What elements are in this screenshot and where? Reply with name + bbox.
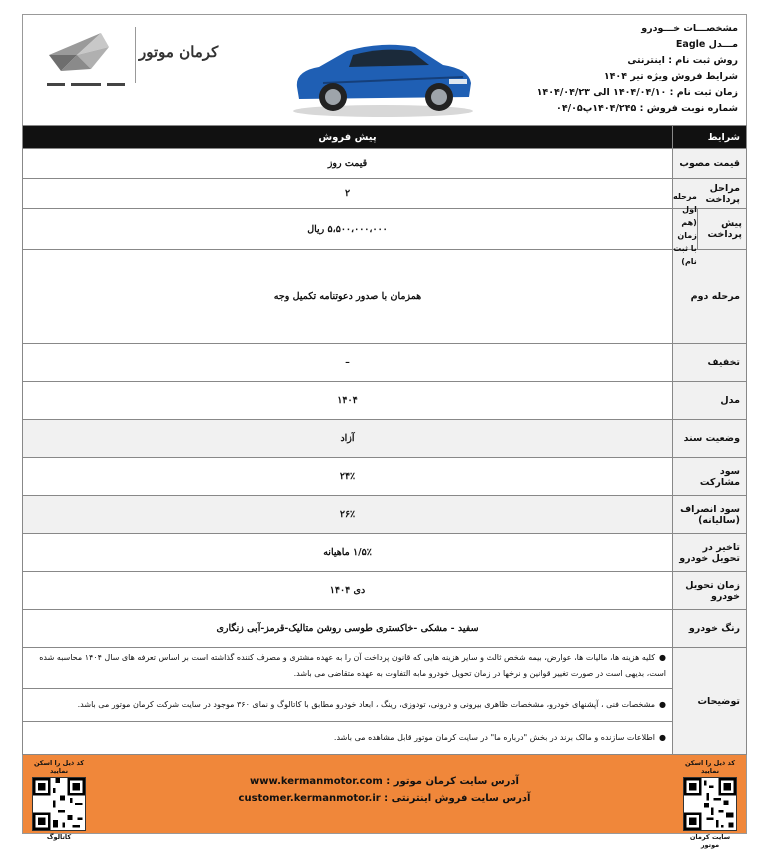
sales-label: آدرس سایت فروش اینترنتی : xyxy=(384,793,531,804)
row-value-delivery: دی ۱۴۰۴ xyxy=(23,572,673,610)
row-label-notes: توضیحات xyxy=(673,648,747,755)
site-url-link[interactable]: www.kermanmotor.com xyxy=(250,776,383,787)
logo-divider xyxy=(135,27,136,83)
catalog-qr-code[interactable] xyxy=(32,777,86,831)
catalog-qr-block xyxy=(29,759,89,841)
site-qr-caption-top: کد ذیل را اسکن نمایید xyxy=(684,759,736,775)
row-label-partnership: سود مشارکت xyxy=(673,458,747,496)
table-row xyxy=(23,149,747,179)
row-label-model: مدل xyxy=(673,382,747,420)
row-value-delay: ۱/۵٪ ماهیانه xyxy=(23,534,673,572)
row-label-stage2: مرحله دوم xyxy=(673,250,747,344)
conditions-table xyxy=(22,125,747,755)
header-label: شرایط xyxy=(673,126,747,149)
prepay-stage-note: (هم زمان با ثبت نام) xyxy=(673,218,697,266)
prepay-sub xyxy=(673,192,697,266)
table-row xyxy=(23,382,747,420)
spec-registration-period: زمان ثبت نام : ۱۴۰۴/۰۴/۱۰ الی ۱۴۰۴/۰۴/۲۳ xyxy=(536,87,738,98)
sheet-header xyxy=(22,14,747,125)
catalog-qr-caption-bottom: کاتالوگ xyxy=(46,833,72,841)
table-row xyxy=(23,250,747,344)
row-value-stages: ۲ xyxy=(23,179,673,209)
table-row xyxy=(23,496,747,534)
table-row xyxy=(23,648,747,755)
price-sheet xyxy=(22,14,747,849)
table-row xyxy=(23,179,747,209)
spec-model: مـــدل Eagle xyxy=(675,39,738,50)
row-label-delivery: زمان تحویل خودرو xyxy=(673,572,747,610)
row-value-color: سفید - مشکی -خاکستری طوسی روشن متالیک-قرمز-آبی زنگاری xyxy=(23,610,673,648)
row-value-stage2: همزمان با صدور دعوتنامه تکمیل وجه xyxy=(23,250,673,344)
header-value: پیش فروش xyxy=(23,126,673,149)
table-row xyxy=(23,572,747,610)
table-row xyxy=(23,458,747,496)
sales-url-link[interactable]: customer.kermanmotor.ir xyxy=(238,793,381,804)
note-text-1: کلیه هزینه ها، مالیات ها، عوارض، بیمه شخص ثالث و سایر هزینه هایی که قانون پرداخت آن را به عهده مشتری و مصرف کننده گذاشته است بر اساس تعرفه های سال ۱۴۰۴ محاسبه شده است، بدیهی است در صورت تغییر قوانین و نرخها در زمان تحویل خودرو مابه التفاوت به عهده متقاضی می باشد. xyxy=(39,653,666,678)
table-row xyxy=(23,209,747,250)
row-value-price: قیمت روز xyxy=(23,149,673,179)
table-row xyxy=(23,610,747,648)
row-value-discount: – xyxy=(23,344,673,382)
row-value-notes xyxy=(23,648,673,755)
vehicle-specs xyxy=(438,21,738,117)
spec-registration-method: روش ثبت نام : اینترنتی xyxy=(627,55,738,66)
spec-title: مشخصـــات خـــودرو xyxy=(641,23,738,34)
row-label-delay: تاخیر در تحویل خودرو xyxy=(673,534,747,572)
site-qr-caption-bottom: سایت کرمان موتور xyxy=(689,833,731,849)
note-item: ● مشخصات فنی ، آپشنهای خودرو، مشخصات ظاهری بیرونی و درونی، تودوزی، رینگ ، ابعاد خودرو مطابق با کاتالوگ و نمای ۳۶۰ موجود در سایت شرکت کرمان موتور می باشد. xyxy=(23,689,672,722)
note-text-2: مشخصات فنی ، آپشنهای خودرو، مشخصات ظاهری بیرونی و درونی، تودوزی، رینگ ، ابعاد خودرو مطابق با کاتالوگ و نمای ۳۶۰ موجود در سایت شرکت کرمان موتور می باشد. xyxy=(77,700,656,709)
catalog-qr-caption-top: کد ذیل را اسکن نمایید xyxy=(33,759,85,775)
row-value-partnership: ۲۴٪ xyxy=(23,458,673,496)
kmc-logo xyxy=(31,25,181,115)
table-row xyxy=(23,344,747,382)
row-label-discount: تخفیف xyxy=(673,344,747,382)
row-label-color: رنگ خودرو xyxy=(673,610,747,648)
brand-name: کرمان موتور xyxy=(139,43,219,61)
table-row xyxy=(23,420,747,458)
row-label-stages: مراحل پرداخت xyxy=(673,179,747,209)
spec-sale-conditions: شرایط فروش ویژه تیر ۱۴۰۴ xyxy=(603,71,738,82)
row-value-prepay: ۵،۵۰۰،۰۰۰،۰۰۰ ریال xyxy=(23,209,673,250)
prepay-stage-label: مرحله اول xyxy=(673,192,697,214)
row-label-price: قیمت مصوب xyxy=(673,149,747,179)
footer-sales-line xyxy=(23,790,746,807)
row-value-cancel: ۲۶٪ xyxy=(23,496,673,534)
note-text-3: اطلاعات سازنده و مالک برند در بخش "درباره ما" در سایت کرمان موتور قابل مشاهده می باشد. xyxy=(333,733,656,742)
spec-sale-round: شماره نوبت فروش : ۱۴۰۴/۲۴۵پ۰۴/۰۵ xyxy=(556,103,738,114)
note-item: ● اطلاعات سازنده و مالک برند در بخش "درباره ما" در سایت کرمان موتور قابل مشاهده می باشد. xyxy=(23,722,672,754)
row-value-doc-status: آزاد xyxy=(23,420,673,458)
footer-links xyxy=(23,773,746,807)
note-item: ●کلیه هزینه ها، مالیات ها، عوارض، بیمه شخص ثالث و سایر هزینه هایی که قانون پرداخت آن را به عهده مشتری و مصرف کننده گذاشته است بر اساس تعرفه های سال ۱۴۰۴ محاسبه شده است، بدیهی است در صورت تغییر قوانین و نرخها در زمان تحویل خودرو مابه التفاوت به عهده متقاضی می باشد. xyxy=(23,648,672,689)
row-value-model: ۱۴۰۴ xyxy=(23,382,673,420)
sheet-footer xyxy=(22,755,747,849)
site-label: آدرس سایت کرمان موتور : xyxy=(386,776,519,787)
kmc-logo-mark xyxy=(31,25,141,95)
table-header-row xyxy=(23,126,747,149)
row-label-doc-status: وضعیت سند xyxy=(673,420,747,458)
prepay-label: پیش پرداخت xyxy=(697,209,746,249)
footer-site-line xyxy=(23,773,746,790)
table-row xyxy=(23,534,747,572)
row-label-cancel: سود انصراف (سالیانه) xyxy=(673,496,747,534)
